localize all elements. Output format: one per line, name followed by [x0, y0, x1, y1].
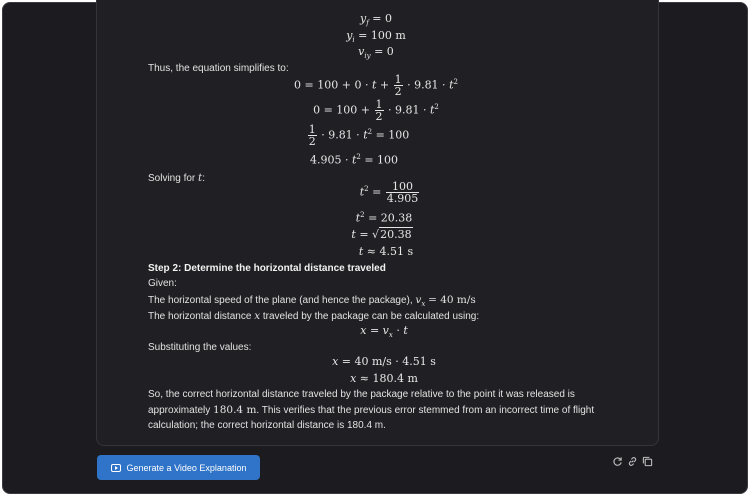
link-icon[interactable]: [627, 456, 638, 467]
eq-solve-3: t = √20.38: [351, 228, 412, 241]
simplify-intro: Thus, the equation simplifies to:: [148, 63, 289, 74]
message-toolbar: [612, 456, 653, 467]
step2-heading: Step 2: Determine the horizontal distance traveled: [148, 263, 386, 274]
eq-solve-2: $t^2 = 20.38$: [355, 211, 413, 225]
eq-solve-1: $t^2$ = $\frac{100}{4.905}$: [359, 180, 419, 205]
refresh-icon[interactable]: [612, 456, 623, 467]
eq-sub-1: x = 40 m/s · 4.51 s: [332, 355, 436, 368]
eq-viy: $v_{iy} = 0$: [358, 45, 394, 61]
eq-yf: $y_f = 0$: [359, 12, 393, 28]
copy-icon[interactable]: [642, 456, 653, 467]
solving-label: Solving for t:: [148, 172, 206, 184]
eq-solve-4: t ≈ 4.51 s: [358, 245, 414, 258]
generate-video-button[interactable]: [97, 455, 260, 480]
conclusion-line-1: So, the correct horizontal distance traveled by the package relative to the point it was released is: [148, 389, 575, 400]
eq-simplify-2: 0 = 100 + $\frac{1}{2}$ · $9.81 \cdot t^2$: [313, 98, 439, 123]
eq-simplify-3: $\frac{1}{2}$ · $9.81 \cdot t^2 = 100$: [308, 123, 410, 148]
given-label: Given:: [148, 278, 177, 289]
conclusion-line-3: calculation; the correct horizontal distance is 180.4 m.: [148, 420, 386, 431]
eq-yi: $y_i = 100$ m: [346, 29, 406, 45]
distance-text: The horizontal distance x traveled by the package can be calculated using:: [148, 310, 480, 322]
eq-sub-2: x ≈ 180.4 m: [350, 372, 418, 385]
given-text: The horizontal speed of the plane (and hence the package), $v_x = 40$ m/s: [148, 294, 476, 308]
eq-simplify-1: 0 = 100 + 0 · t + $\frac{1}{2}$ · $9.81 \cdot t^2$: [294, 73, 458, 98]
video-play-icon: [111, 464, 121, 472]
substituting-label: Substituting the values:: [148, 342, 252, 353]
eq-formula: $x = v_x \cdot t$: [360, 324, 408, 340]
conclusion-line-2: approximately 180.4 m. This verifies that the previous error stemmed from an incorrect time of flight: [148, 404, 595, 416]
eq-simplify-4: $4.905 \cdot t^2 = 100$: [309, 153, 399, 167]
generate-video-label: Generate a Video Explanation: [126, 462, 247, 473]
